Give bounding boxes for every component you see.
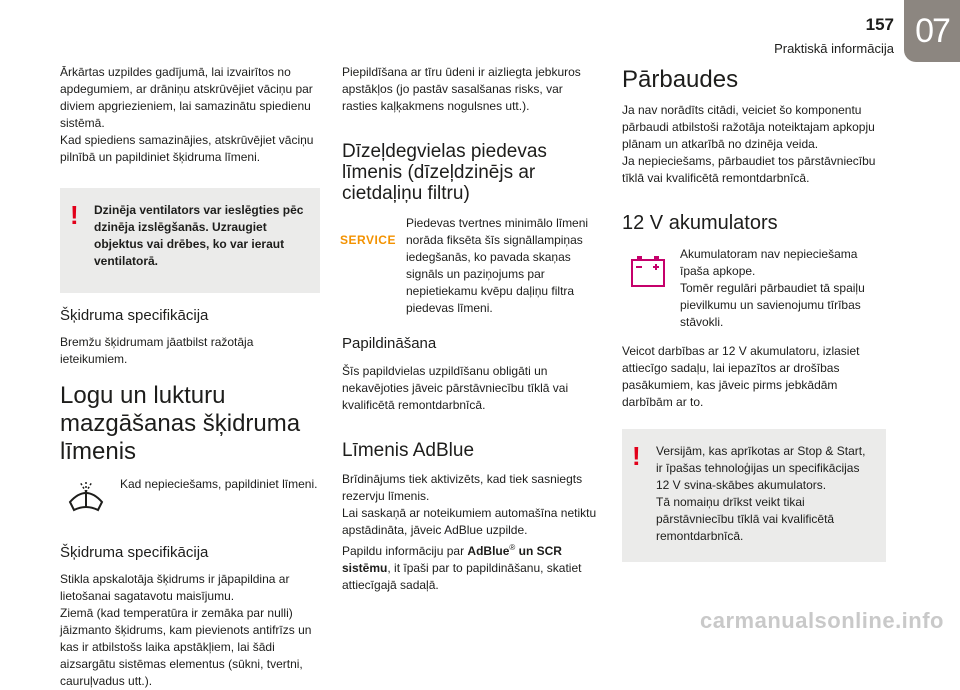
refill-intro-text: Ārkārtas uzpildes gadījumā, lai izvairītos no apdegumiem, ar drāniņu atskrūvējiet vāciņu par diviem apgriezieniem, lai samazinātu spiedienu sistēmā. Kad spiediens samazinājies, atskrūvējiet vāciņu pilnībā un papildiniet šķidruma līmeni. [60,65,314,164]
adblue-bold: AdBlue [467,544,510,558]
fan-warning-box [60,188,320,293]
adblue-text-post: , it īpaši par to papildināšanu, skatiet attiecīgajā sadaļā. [342,561,582,592]
washer-fluid-row [60,476,320,514]
diesel-additive-heading: Dīzeļdegvielas piedevas līmenis (dīzeļdzinējs ar cietdaļiņu filtru) [342,141,547,204]
page-number: 157 [865,15,894,34]
checks-heading: Pārbaudes [622,66,739,93]
checks-text: Ja nav norādīts citādi, veiciet šo komponentu pārbaudi atbilstoši ražotāja noteiktajam apkopju plānam un atkarībā no dzinēja veida. Ja nepieciešams, pārbaudiet tos pārstāvniecību tīklā vai kvalificētā remontdarbnīcā. [622,103,876,185]
scr-system-bold: un SCR sistēmu [342,544,562,575]
washer-fluid-heading: Logu un lukturu mazgāšanas šķidruma līmenis [60,382,301,465]
brake-fluid-spec-text: Bremžu šķidrumam jāatbilst ražotāja ieteikumiem. [60,335,254,366]
diesel-additive-text: Piedevas tvertnes minimālo līmeni norāda fiksēta šīs signāllampiņas iedegšanās, ko pavada skaņas signāls un paziņojums par nepietiekamu kvēpu daļiņu filtra piedevas līmeni. [406,216,589,315]
warning-exclamation-icon: ! [70,200,79,230]
fan-warning-text: Dzinēja ventilators var ieslēgties pēc dzinēja izslēgšanās. Uzraugiet objektus vai drēbes, ko var ieraut ventilatorā. [94,203,304,268]
battery-icon-wrap [622,246,674,290]
warning-exclamation-icon: ! [632,441,641,471]
washer-icon-wrap [60,476,112,514]
service-icon-wrap [342,215,394,247]
washer-fluid-spec-text: Stikla apskalotāja šķidrums ir jāpapildina ar lietošanai sagatavotu maisījumu. Ziemā (kad temperatūra ir zemāka par nulli) jāizmanto šķidrums, kam pievienots antifrīzs un kas ir atbilstošs laika apstākļiem, lai šādi aizsargātu sistēmas elementus (sūkni, tvertni, cauruļvadus utt.). [60,572,312,688]
adblue-text [342,471,600,594]
washer-fluid-text: Kad nepieciešams, papildiniet līmeni. [120,477,318,491]
washer-fluid-spec-heading: Šķidruma specifikācija [60,544,209,561]
battery-heading: 12 V akumulators [622,212,778,234]
adblue-heading: Līmenis AdBlue [342,440,475,461]
refilling-heading: Papildināšana [342,335,437,352]
section-title: Praktiskā informācija [774,41,894,56]
brake-fluid-spec-heading: Šķidruma specifikācija [60,307,209,324]
column-left [60,64,320,690]
adblue-registered-mark: ® [509,543,516,552]
refilling-text: Šīs papildvielas uzpildīšanu obligāti un nekavējoties jāveic pārstāvniecību tīklā vai kvalificētā remontdarbnīcā. [342,364,569,412]
adblue-text-pre: Brīdinājums tiek aktivizēts, kad tiek sasniegts rezervju līmenis. Lai saskaņā ar noteikumiem automašīna netiktu apstādināta, jāveic AdBlue uzpilde. Papildu informāciju par [342,472,597,558]
water-prohibited-text: Piepildīšana ar tīru ūdeni ir aizliegta jebkuros apstākļos (jo pastāv sasalšanas risks, var rasties kaļķakmens nogulsnes utt.). [342,65,581,113]
chapter-number: 07 [915,11,949,50]
battery-safety-text: Veicot darbības ar 12 V akumulatoru, izlasiet attiecīgo sadaļu, lai iepazītos ar drošības pasākumiem, kas jāveic pirms jebkādām darbībām ar to. [622,344,860,409]
battery-text: Akumulatoram nav nepieciešama īpaša apkope. Tomēr regulāri pārbaudiet tā spaiļu pievilkumu un savienojumu tīrības stāvokli. [680,247,865,329]
stop-start-warning-box [622,429,886,562]
column-middle [342,64,600,594]
windscreen-washer-icon [66,480,106,514]
diesel-additive-row [342,215,600,317]
stop-start-warning-text: Versijām, kas aprīkotas ar Stop & Start, ir īpašas tehnoloģijas un specifikācijas 12 V svina-skābes akumulators. Tā nomaiņu drīkst veikt tikai pārstāvniecību tīklā vai kvalificētā remontdarbnīcā. [656,444,866,543]
service-warning-icon: SERVICE [340,233,396,247]
watermark: carmanualsonline.info [700,608,944,633]
battery-row [622,246,886,331]
column-right [622,64,886,562]
chapter-badge [904,0,960,62]
battery-icon [628,254,668,290]
